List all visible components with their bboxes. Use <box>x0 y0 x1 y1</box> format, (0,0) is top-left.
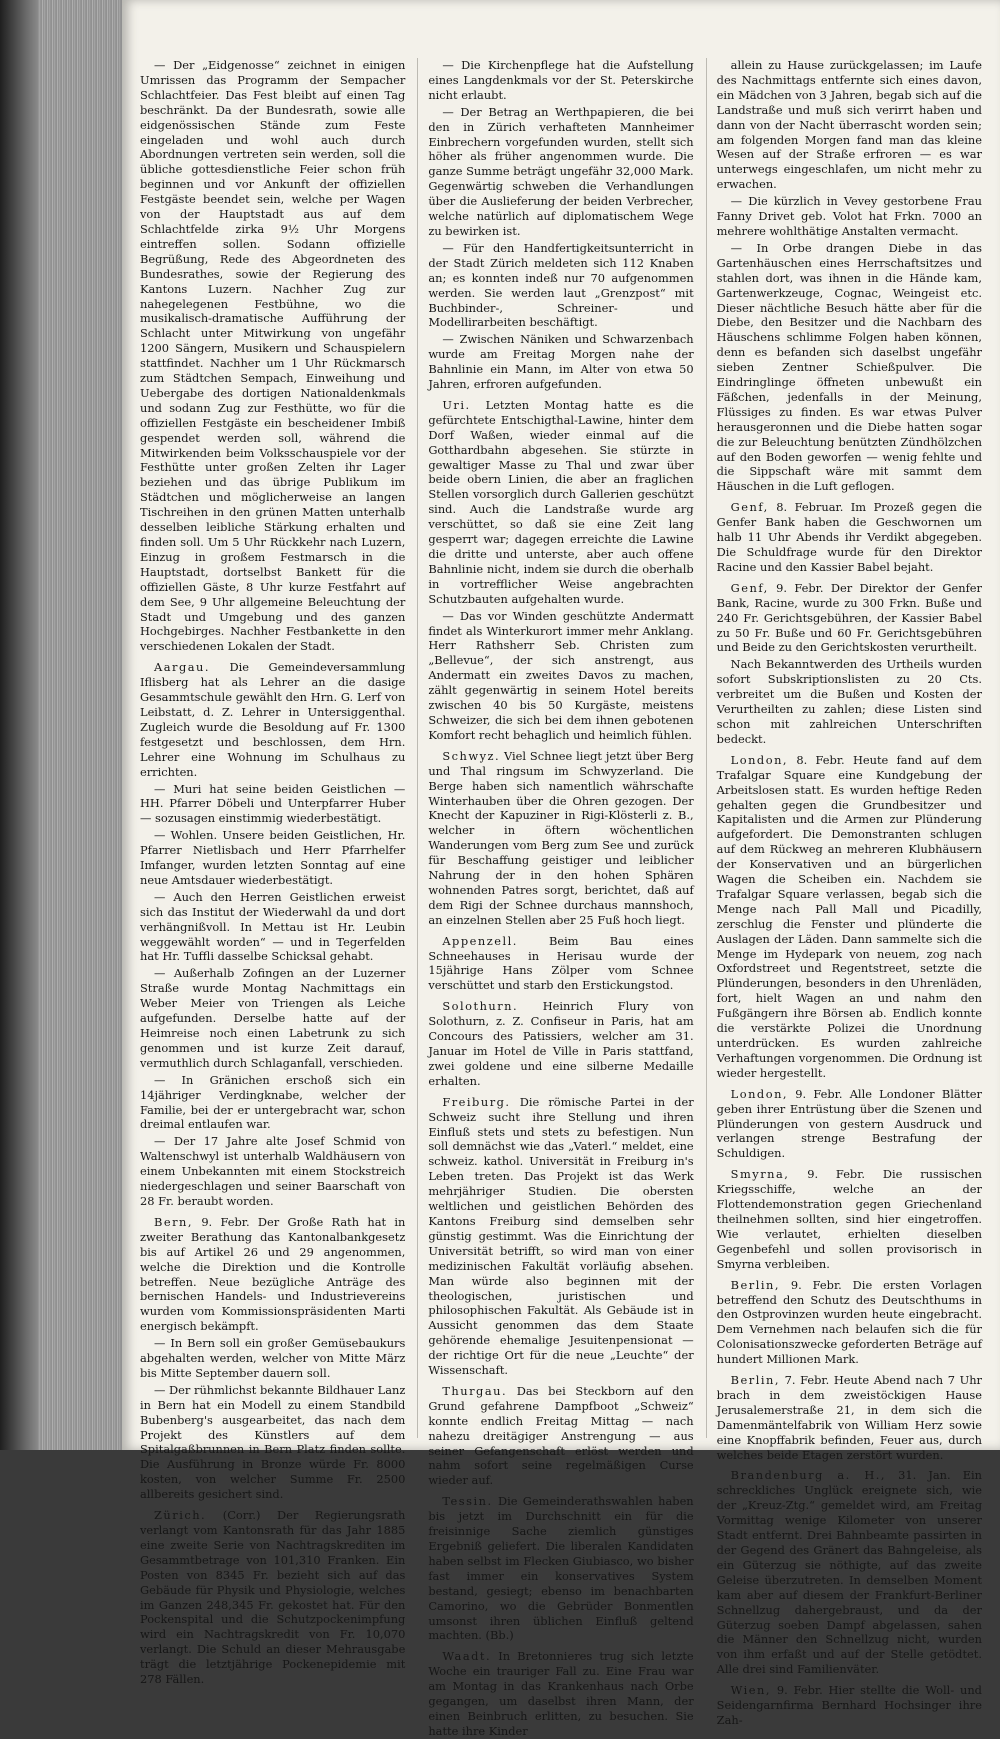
article-paragraph <box>428 241 693 330</box>
article-paragraph <box>428 1494 693 1643</box>
article-paragraph <box>717 1683 982 1728</box>
paragraph-text: — Der „Eidgenosse“ zeichnet in einigen Umrissen das Programm der Sempacher Schlachtfeier. Das Fest bleibt auf einen Tag beschränkt. Da der Bundesrath, sowie alle eidgenössischen Stände zum Feste eingeladen und wohl auch durch Abordnungen vertreten sein werden, soll die übliche gottesdienstliche Feier schon früh beginnen und vor Ankunft der offiziellen Festgäste beendet sein, welche per Wagen von der Hauptstadt aus auf dem Schlachtfelde zirka 9½ Uhr Morgens eintreffen sollen. Sodann offizielle Begrüßung, Rede des Abgeordneten des Bundesrathes, sowie der Regierung des Kantons Luzern. Nachher Zug zur nahegelegenen Festbühne, wo die musikalisch-dramatische Aufführung der Schlacht unter Mitwirkung von ungefähr 1200 Sängern, Musikern und Schauspielern stattfindet. Nachher um 1 Uhr Rückmarsch zum Städtchen Sempach, Einweihung und Uebergabe des dortigen Nationaldenkmals und sodann Zug zur Festhütte, wo für die offiziellen Festgäste ein bescheidener Imbiß gespendet werden soll, während die Mitwirkenden beim Volksschauspiele vor der Festhütte unter großen Zelten ihr Lager beziehen und das übrige Publikum im Städtchen und möglicherweise an langen Tischreihen in den grünen Matten unterhalb desselben leibliche Stärkung erhalten und finden soll. Um 5 Uhr Rückkehr nach Luzern, Einzug in großem Festmarsch in die Hauptstadt, dortselbst Bankett für die offiziellen Gäste, 8 Uhr kurze Festfahrt auf dem See, 9 Uhr allgemeine Beleuchtung der Stadt und Umgebung und des ganzen Hochgebirges. Nachher Festbankette in den verschiedenen Lokalen der Stadt. <box>140 58 406 654</box>
page-edges <box>38 0 122 1450</box>
place-dateline: Wien, <box>730 1683 772 1698</box>
column-2 <box>417 58 694 1738</box>
article-columns <box>140 58 982 1738</box>
place-dateline: Freiburg. <box>442 1094 511 1109</box>
article-paragraph <box>717 241 982 494</box>
paragraph-text: Die Gemeinderathswahlen haben bis jetzt im Durchschnitt ein für die freisinnige Sache ziemlich günstiges Ergebniß geliefert. Die liberalen Kandidaten haben selbst im Flecken Giubiasco, wo bisher fast immer ein konservatives System bestand, gesiegt; ebenso im benachbarten Camorino, wo die Gebrüder Bonmentlen umsonst ihren üblichen Einfluß geltend machten. (Bb.) <box>428 1494 694 1643</box>
paragraph-text: — Auch den Herren Geistlichen erweist sich das Institut der Wiederwahl da und dort verhängnißvoll. In Mettau ist Hr. Leubin weggewählt worden“ — und in Tegerfelden hat Hr. Tuffli dasselbe Schicksal gehabt. <box>140 889 406 964</box>
paragraph-text: Das bei Steckborn auf den Grund gefahrene Dampfboot „Schweiz“ konnte endlich Freitag Mittag — nach nahezu dreitägiger Anstrengung — aus seiner Gefangenschaft erlöst werden und nahm sofort seine regelmäßigen Curse wieder auf. <box>428 1383 694 1488</box>
paragraph-text: — In Gränichen erschoß sich ein 14jähriger Verdingknabe, welcher der Familie, bei der er untergebracht war, schon dreimal entlaufen war. <box>140 1072 406 1132</box>
paragraph-text: 31. Jan. Ein schreckliches Unglück ereignete sich, wie der „Kreuz-Ztg.“ gemeldet wird, am Freitag Vormittag wenige Kilometer von unserer Stadt entfernt. Drei Bahnbeamte passirten in der Gegend des Gränert das Bahngeleise, als ein Güterzug sie nöthigte, auf das zweite Geleise überzutreten. In demselben Moment kam aber auf diesem der Frankfurt-Berliner Schnellzug dahergebraust, und da der Güterzug soeben Dampf abgelassen, sahen die Männer den Schnellzug nicht, wurden von ihm erfaßt und auf der Stelle getödtet. Alle drei sind Familienväter. <box>716 1468 982 1677</box>
paragraph-text: — Der rühmlichst bekannte Bildhauer Lanz in Bern hat ein Modell zu einem Standbild Bubenberg's ausgearbeitet, das nach dem Projekt des Künstlers auf dem Spitalgaßbrunnen in Bern Platz finden sollte. Die Ausführung in Bronze würde Fr. 8000 kosten, von welcher Summe Fr. 2500 allbereits gesichert sind. <box>140 1382 406 1502</box>
paragraph-text: Letzten Montag hatte es die gefürchtete Entschigthal-Lawine, hinter dem Dorf Waßen, wieder einmal auf die Gotthardbahn abgesehen. Sie stürzte in gewaltiger Masse zu Thal und zwar über beide obern Linien, die aber an fraglichen Stellen vorsorglich durch Gallerien geschützt sind. Auch die Landstraße wurde arg verschüttet, so daß sie eine Zeit lang gesperrt war; dagegen erreichte die Lawine die dritte und unterste, aber auch offene Bahnlinie nicht, indem sie durch die oberhalb in vortrefflicher Weise angebrachten Schutzbauten aufgehalten wurde. <box>428 397 694 606</box>
article-paragraph <box>717 500 982 575</box>
paragraph-text: 9. Febr. Hier stellte die Woll- und Seidengarnfirma Bernhard Hochsinger ihre Zah- <box>716 1683 982 1727</box>
article-paragraph <box>140 1508 405 1687</box>
paragraph-text: 9. Febr. Die ersten Vorlagen betreffend den Schutz des Deutschthums in den Ostprovinzen wurden heute eingebracht. Dem Vernehmen nach belaufen sich die für Colonisationszwecke geforderten Beträge auf hundert Millionen Mark. <box>716 1277 982 1367</box>
paragraph-text: — Außerhalb Zofingen an der Luzerner Straße wurde Montag Nachmittags ein Weber Meier von Triengen als Leiche aufgefunden. Derselbe hatte auf der Heimreise noch einen Labetrunk zu sich genommen und ist kurze Zeit darauf, vermuthlich durch Schlaganfall, verschieden. <box>140 966 406 1070</box>
place-dateline: Waadt. <box>442 1649 492 1664</box>
paragraph-text: — In Bern soll ein großer Gemüsebaukurs abgehalten werden, welcher von Mitte März bis Mitte September dauern soll. <box>140 1336 406 1380</box>
paragraph-text: — In Orbe drangen Diebe in das Gartenhäuschen eines Herrschaftsitzes und stahlen dort, was ihnen in die Hände kam, Gartenwerkzeuge, Cognac, Weingeist etc. Dieser nächtliche Besuch hätte aber für die Diebe, den Besitzer und die Nachbarn des Häuschens schlimme Folgen haben können, denn es befanden sich daselbst ungefähr sieben Zentner Schießpulver. Die Eindringlinge öffneten unbewußt ein Fäßchen, jedenfalls in der Meinung, Flüssiges zu finden. Es war etwas Pulver herausgeronnen und die Diebe hatten sogar die zur Beleuchtung benützten Zündhölzchen auf den Boden geworfen — wenig fehlte und die Sippschaft wäre mit sammt dem Häuschen in die Luft geflogen. <box>716 240 982 494</box>
article-paragraph <box>140 58 405 654</box>
paragraph-text: — Die kürzlich in Vevey gestorbene Frau Fanny Drivet geb. Volot hat Frkn. 7000 an mehrere wohlthätige Anstalten vermacht. <box>716 194 982 238</box>
place-dateline: Berlin, <box>730 1373 780 1388</box>
paragraph-text: 7. Febr. Heute Abend nach 7 Uhr brach in dem zweistöckigen Hause Jerusalemerstraße 21, in dem sich die Damenmäntelfabrik von William Herz sowie eine Knopffabrik befinden, Feuer aus, durch welches beide Etagen zerstört wurden. <box>716 1373 982 1462</box>
article-paragraph <box>140 1073 405 1133</box>
place-dateline: Bern, <box>154 1214 194 1229</box>
newspaper-page <box>122 0 1000 1738</box>
article-paragraph <box>140 782 405 827</box>
article-paragraph <box>428 58 693 103</box>
paragraph-text: Die Gemeindeversammlung Iflisberg hat als Lehrer an die dasige Gesammtschule gewählt den Hrn. G. Lerf von Leibstatt, d. Z. Lehrer in Untersiggenthal. Zugleich wurde die Besoldung auf Fr. 1300 festgesetzt und beschlossen, dem Hrn. Lehrer eine Wohnung im Schulhaus zu errichten. <box>140 660 406 779</box>
article-paragraph <box>428 749 693 928</box>
article-paragraph <box>717 657 982 746</box>
paragraph-text: Nach Bekanntwerden des Urtheils wurden sofort Subskriptionslisten zu 20 Cts. verbreitet um die Bußen und Kosten der Verurtheilten zu zahlen; diese Listen sind schon mit zahlreichen Unterschriften bedeckt. <box>716 657 982 746</box>
place-dateline: Berlin, <box>730 1277 780 1292</box>
paragraph-text: — Wohlen. Unsere beiden Geistlichen, Hr. Pfarrer Nietlisbach und Herr Pfarrhelfer Imfanger, wurden letzten Sonntag auf eine neue Amtsdauer wiederbestätigt. <box>140 828 406 887</box>
paragraph-text: 8. Februar. Im Prozeß gegen die Genfer Bank haben die Geschwornen um halb 11 Uhr Abends ihr Verdikt abgegeben. Die Schuldfrage wurde für den Direktor Racine und den Kassier Babel bejaht. <box>716 500 982 574</box>
place-dateline: Genf, <box>730 580 769 595</box>
place-dateline: London, <box>730 1086 789 1101</box>
article-paragraph <box>140 1134 405 1209</box>
article-paragraph <box>717 58 982 192</box>
paragraph-text: 8. Febr. Heute fand auf dem Trafalgar Square eine Kundgebung der Arbeitslosen statt. Es wurden heftige Reden gehalten gegen die Grundbesitzer und Kapitalisten und die Armen zur Plünderung aufgefordert. Die Demonstranten schlugen auf dem Rückweg an mehreren Klubhäusern der Konservativen und an bürgerlichen Wagen die Scheiben ein. Nachdem sie Trafalgar Square verlassen, begab sich die Menge nach Pall Mall und Picadilly, zerschlug die Fenster und plünderte die Auslagen der Läden. Dann sammelte sich die Menge im Hydepark von neuem, zog nach Oxfordstreet und Regentstreet, setzte die Plünderungen, besonders in den Uhrenläden, fort, hielt Wagen an und nahm den Fußgängern ihre Börsen ab. Endlich konnte die verstärkte Polizei die Unordnung unterdrücken. Es wurden zahlreiche Verhaftungen vorgenommen. Die Ordnung ist wieder hergestellt. <box>716 752 982 1080</box>
article-paragraph <box>428 609 693 743</box>
article-paragraph <box>140 1215 405 1334</box>
article-paragraph <box>428 934 693 994</box>
paragraph-text: — Der 17 Jahre alte Josef Schmid von Waltenschwyl ist unterhalb Waldhäusern von einem Unbekannten mit einem Stockstreich niedergeschlagen und seiner Baarschaft von 28 Fr. beraubt worden. <box>140 1134 406 1208</box>
article-paragraph <box>140 660 405 779</box>
book-spine-shadow <box>0 0 38 1450</box>
article-paragraph <box>717 1468 982 1677</box>
article-paragraph <box>717 753 982 1081</box>
paragraph-text: — Muri hat seine beiden Geistlichen — HH. Pfarrer Döbeli und Unterpfarrer Huber — sozusagen einstimmig wiederbestätigt. <box>140 781 406 826</box>
article-paragraph <box>140 1383 405 1502</box>
paragraph-text: — Für den Handfertigkeitsunterricht in der Stadt Zürich meldeten sich 112 Knaben an; es konnten indeß nur 70 aufgenommen werden. Sie werden laut „Grenzpost“ mit Buchbinder-, Schreiner- und Modellirarbeiten beschäftigt. <box>428 240 694 330</box>
place-dateline: Schwyz. <box>442 748 501 763</box>
place-dateline: Thurgau. <box>442 1383 508 1398</box>
article-paragraph <box>140 1336 405 1381</box>
article-paragraph <box>717 1373 982 1462</box>
place-dateline: London, <box>730 752 789 767</box>
paragraph-text: allein zu Hause zurückgelassen; im Laufe des Nachmittags entfernte sich eines davon, ein Mädchen von 3 Jahren, begab sich auf die Landstraße und muß sich verirrt haben und dann von der Nacht überrascht worden sein; am folgenden Morgen fand man das kleine Wesen auf der Straße erfroren — es war unterwegs eingeschlafen, um nicht mehr zu erwachen. <box>716 58 982 192</box>
article-paragraph <box>140 890 405 965</box>
article-paragraph <box>428 332 693 392</box>
paragraph-text: — Das vor Winden geschützte Andermatt findet als Winterkurort immer mehr Anklang. Herr Rathsherr Seb. Christen zum „Bellevue“, der sich anstrengt, aus Andermatt ein zweites Davos zu machen, zählt gegenwärtig in seinem Hotel bereits zwischen 40 bis 50 Kurgäste, meistens Schweizer, die sich bei dem ihnen gebotenen Komfort recht behaglich und heimlich fühlen. <box>428 608 694 742</box>
place-dateline: Uri. <box>442 397 471 412</box>
article-paragraph <box>428 105 693 239</box>
place-dateline: Aargau. <box>154 660 211 675</box>
article-paragraph <box>428 999 693 1088</box>
column-3 <box>706 58 982 1727</box>
paragraph-text: 9. Febr. Die russischen Kriegsschiffe, welche an der Flottendemonstration gegen Griechenland theilnehmen sollten, sind hier eingetroffen. Wie verlautet, erhielten dieselben Gegenbefehl und sollen provisorisch in Smyrna verbleiben. <box>716 1167 982 1271</box>
paragraph-text: — Der Betrag an Werthpapieren, die bei den in Zürich verhafteten Mannheimer Einbrechern vorgefunden wurden, stellt sich höher als früher angenommen wurde. Die ganze Summe beträgt ungefähr 32,000 Mark. Gegenwärtig schweben die Verhandlungen über die Auslieferung der beiden Verbrecher, welche natürlich auf diplomatischem Wege zu bewirken ist. <box>428 104 694 238</box>
paragraph-text: 9. Febr. Der Direktor der Genfer Bank, Racine, wurde zu 300 Frkn. Buße und 240 Fr. Gerichtsgebühren, der Kassier Babel zu 50 Fr. Buße und 60 Fr. Gerichtsgebühren und Beide zu den Gerichtskosten verurtheilt. <box>716 580 982 655</box>
column-1 <box>140 58 406 1687</box>
article-paragraph <box>140 966 405 1070</box>
paragraph-text: — Zwischen Näniken und Schwarzenbach wurde am Freitag Morgen nahe der Bahnlinie ein Mann, im Alter von etwa 50 Jahren, erfroren aufgefunden. <box>428 332 694 392</box>
article-paragraph <box>140 828 405 888</box>
paragraph-text: Die römische Partei in der Schweiz sucht ihre Stellung und ihren Einfluß stets und stets zu befestigen. Nun soll demnächst wie das „Vaterl.“ meldet, eine schweiz. kathol. Universität in Freiburg in's Leben treten. Das Projekt ist das Werk mehrjähriger Studien. Die obersten weltlichen und geistlichen Behörden des Kantons Freiburg sind demselben sehr günstig gestimmt. Was die Einrichtung der Universität betrifft, so wird man von einer medizinischen Fakultät vorläufig absehen. Man würde also beginnen mit der theologischen, juristischen und philosophischen Fakultät. Als Gebäude ist in Aussicht genommen das dem Staate gehörende ehemalige Jesuitenpensionat — der richtige Ort für die neue „Leuchte“ der Wissenschaft. <box>428 1094 694 1378</box>
paragraph-text: Beim Bau eines Schneehauses in Herisau wurde der 15jährige Hans Zölper vom Schnee verschüttet und starb den Erstickungstod. <box>428 933 694 993</box>
paragraph-text: 9. Febr. Der Große Rath hat in zweiter Berathung das Kantonalbankgesetz bis auf Artikel 26 und 29 angenommen, welche die Direktion und die Kontrolle betreffen. Neue bezügliche Anträge des bernischen Handels- und Industrievereins wurden vom Kommissionspräsidenten Marti energisch bekämpft. <box>140 1214 406 1334</box>
paragraph-text: Viel Schnee liegt jetzt über Berg und Thal ringsum im Schwyzerland. Die Berge haben sich namentlich währschafte Winterhauben über die Ohren gezogen. Der Knecht der Kapuziner in Rigi-Klösterli z. B., welcher in öftern wöchentlichen Wanderungen vom Berg zum See und zurück für Beschaffung geistiger und leiblicher Nahrung der in den hohen Sphären wohnenden Patres sorgt, berichtet, daß auf dem Rigi der Schnee durchaus mannshoch, an einzelnen Stellen aber 25 Fuß hoch liegt. <box>428 748 694 927</box>
paragraph-text: 9. Febr. Alle Londoner Blätter geben ihrer Entrüstung über die Szenen und Plünderungen von gestern Ausdruck und verlangen strenge Bestrafung der Schuldigen. <box>716 1086 982 1161</box>
article-paragraph <box>717 194 982 239</box>
article-paragraph <box>428 398 693 607</box>
place-dateline: Zürich. <box>154 1508 207 1523</box>
paragraph-text: (Corr.) Der Regierungsrath verlangt vom Kantonsrath für das Jahr 1885 eine zweite Serie von Nachtragskrediten im Gesammtbetrage von 101,310 Franken. Ein Posten von 8345 Fr. bezieht sich auf das Gebäude für Physik und Physiologie, welches im Ganzen 248,345 Fr. gekostet hat. Für den Pockenspital und die Schutzpockenimpfung wird ein Nachtragskredit von Fr. 10,070 verlangt. Die Schuld an dieser Mehrausgabe trägt die letztjährige Pockenepidemie mit 278 Fällen. <box>140 1508 406 1687</box>
place-dateline: Brandenburg a. H., <box>730 1468 887 1483</box>
place-dateline: Appenzell. <box>442 933 518 948</box>
article-paragraph <box>717 581 982 656</box>
paragraph-text: In Bretonnieres trug sich letzte Woche ein trauriger Fall zu. Eine Frau war am Montag in das Krankenhaus nach Orbe gegangen, um daselbst ihren Mann, der einen Beinbruch erlitten, zu besuchen. Sie hatte ihre Kinder <box>428 1649 694 1738</box>
article-paragraph <box>428 1384 693 1488</box>
place-dateline: Solothurn. <box>442 999 519 1014</box>
article-paragraph <box>428 1649 693 1738</box>
article-paragraph <box>428 1095 693 1378</box>
article-paragraph <box>717 1278 982 1367</box>
place-dateline: Genf, <box>730 500 769 515</box>
article-paragraph <box>717 1167 982 1271</box>
paragraph-text: Heinrich Flury von Solothurn, z. Z. Confiseur in Paris, hat am Concours des Patissiers, welcher am 31. Januar im Hotel de Ville in Paris stattfand, zwei goldene und eine silberne Medaille erhalten. <box>428 999 694 1088</box>
place-dateline: Smyrna, <box>730 1167 790 1182</box>
article-paragraph <box>717 1087 982 1162</box>
place-dateline: Tessin. <box>442 1494 493 1509</box>
paragraph-text: — Die Kirchenpflege hat die Aufstellung eines Langdenkmals vor der St. Peterskirche nicht erlaubt. <box>428 58 694 102</box>
